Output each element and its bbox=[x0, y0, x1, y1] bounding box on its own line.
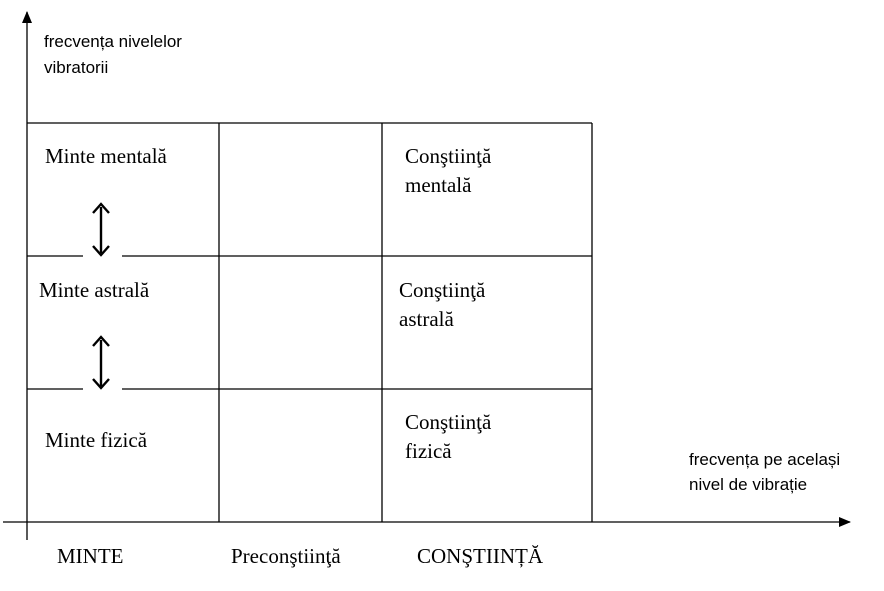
cell-constiinta-mentala-line1: Conştiinţă bbox=[405, 144, 492, 168]
column-label-preconstiinta: Preconştiinţă bbox=[231, 544, 341, 568]
x-axis-label-line1: frecvența pe același bbox=[689, 450, 841, 469]
column-label-minte: MINTE bbox=[57, 544, 124, 568]
y-axis-label-line2: vibratorii bbox=[44, 58, 109, 77]
cell-constiinta-fizica-line2: fizică bbox=[405, 439, 452, 463]
cell-minte-fizica: Minte fizică bbox=[45, 428, 148, 452]
grid bbox=[27, 123, 592, 522]
double-arrow-mental-astral bbox=[93, 204, 109, 255]
cell-constiinta-mentala-line2: mentală bbox=[405, 173, 472, 197]
column-label-constiinta: CONŞTIINȚĂ bbox=[417, 544, 543, 568]
x-axis-label-line2: nivel de vibrație bbox=[689, 475, 808, 494]
y-axis-label-line1: frecvența nivelelor bbox=[44, 32, 182, 51]
cell-minte-astrala: Minte astrală bbox=[39, 278, 150, 302]
cell-minte-mentala: Minte mentală bbox=[45, 144, 167, 168]
cell-constiinta-astrala-line2: astrală bbox=[399, 307, 454, 331]
double-arrow-astral-physical bbox=[93, 337, 109, 388]
cell-constiinta-astrala-line1: Conştiinţă bbox=[399, 278, 486, 302]
cell-constiinta-fizica-line1: Conştiinţă bbox=[405, 410, 492, 434]
